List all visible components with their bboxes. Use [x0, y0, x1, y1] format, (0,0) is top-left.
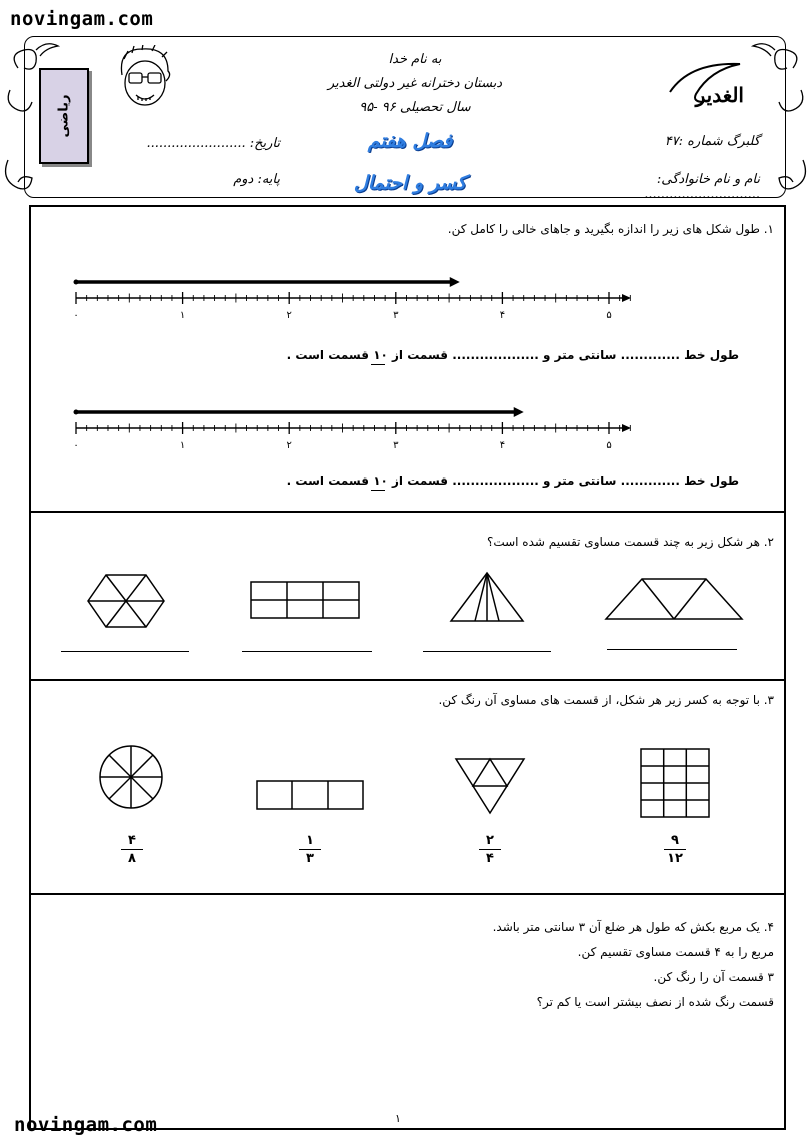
ruler-1 — [66, 272, 641, 327]
fraction-label — [295, 833, 325, 866]
tick-label: ۵ — [606, 310, 612, 321]
trapezoid-shape — [604, 577, 744, 621]
tick-label: ۲ — [286, 310, 292, 321]
fraction-numerator: ۲ — [486, 833, 494, 848]
tick-label: ۰ — [73, 440, 79, 451]
rectangle-3-parts-shape — [255, 779, 367, 811]
triangle-4-parts-shape — [454, 757, 526, 815]
question-4-line-3: ۳ قسمت آن را رنگ کن. — [653, 970, 774, 984]
answer-line — [61, 651, 189, 652]
school-logo-text: الغدیر — [695, 83, 744, 107]
tick-label: ۱ — [179, 440, 186, 451]
question-2-section — [31, 513, 784, 681]
fraction-denominator: ۱۲ — [667, 851, 683, 866]
subject-label: ریاضی — [56, 94, 72, 138]
fraction-denominator: ۳ — [306, 851, 314, 866]
tick-label: ۳ — [393, 310, 399, 321]
fraction-label — [660, 833, 690, 866]
watermark-top: novingam.com — [10, 8, 154, 30]
chapter-title: فصل هفتم — [367, 130, 453, 152]
tick-label: ۵ — [606, 440, 612, 451]
grid-12-parts-shape — [639, 747, 711, 819]
question-4-section — [31, 895, 784, 1132]
circle-8-parts-shape — [98, 744, 164, 810]
grade-field: پایه: دوم — [233, 172, 280, 187]
tick-label: ۱ — [179, 310, 186, 321]
underline-10 — [371, 490, 385, 491]
cartoon-boy-avatar — [112, 45, 178, 117]
school-year: سال تحصیلی ۹۶ -۹۵ — [359, 100, 471, 115]
page-number: ۱ — [395, 1112, 401, 1125]
question-3-section — [31, 681, 784, 895]
question-2-text: ۲. هر شکل زیر به چند قسمت مساوی تقسیم شده است؟ — [486, 535, 774, 549]
fraction-denominator: ۴ — [486, 851, 494, 866]
ruler-2-scale — [73, 422, 631, 451]
worksheet-content — [29, 205, 786, 1130]
fraction-label — [117, 833, 147, 866]
school-logo — [662, 56, 752, 112]
tick-label: ۴ — [499, 310, 506, 321]
subject-label-box — [39, 68, 89, 164]
school-name: دبستان دخترانه غیر دولتی الغدیر — [327, 76, 503, 91]
triangle-fan-shape — [449, 571, 525, 623]
ruler-1-scale — [73, 292, 631, 321]
arrow-head-icon — [622, 424, 631, 432]
fraction-numerator: ۱ — [306, 833, 314, 848]
fraction-numerator: ۹ — [671, 833, 679, 848]
tick-label: ۰ — [73, 310, 79, 321]
fraction-label — [475, 833, 505, 866]
topic-title: کسر و احتمال — [353, 172, 467, 194]
answer-line — [242, 651, 372, 652]
question-4-line-4: قسمت رنگ شده از نصف بیشتر است یا کم تر؟ — [536, 995, 774, 1009]
tick-label: ۳ — [393, 440, 399, 451]
segment-arrow-head-icon — [514, 407, 524, 417]
question-4-line-2: مربع را به ۴ قسمت مساوی تقسیم کن. — [577, 945, 774, 959]
question-3-text: ۳. با توجه به کسر زیر هر شکل، از قسمت های مساوی آن رنگ کن. — [438, 693, 774, 707]
rectangle-grid-shape — [249, 580, 363, 622]
date-field: تاریخ: ........................ — [146, 136, 280, 151]
worksheet-number: گلبرگ شماره :۴۷ — [664, 134, 760, 149]
fill-in-line-2: طول خط ............. سانتی متر و ................... قسمت از ۱۰ قسمت است . — [286, 474, 739, 488]
ruler-2 — [66, 402, 641, 457]
tick-label: ۴ — [499, 440, 506, 451]
student-name-field: نام و نام خانوادگی: ............................ — [644, 172, 760, 202]
answer-line — [423, 651, 551, 652]
fill-in-line-1: طول خط ............. سانتی متر و ................... قسمت از ۱۰ قسمت است . — [286, 348, 739, 362]
question-1-section — [31, 207, 784, 513]
answer-line — [607, 649, 737, 650]
underline-10 — [371, 364, 385, 365]
fraction-numerator: ۴ — [128, 833, 136, 848]
hexagon-shape — [86, 573, 166, 629]
tick-label: ۲ — [286, 440, 292, 451]
arrow-head-icon — [622, 294, 631, 302]
segment-arrow-head-icon — [450, 277, 460, 287]
fraction-denominator: ۸ — [128, 851, 136, 866]
bismillah: به نام خدا — [388, 52, 442, 67]
question-1-text: ۱. طول شکل های زیر را اندازه بگیرید و جاهای خالی را کامل کن. — [447, 222, 774, 236]
question-4-line-1: ۴. یک مربع بکش که طول هر ضلع آن ۳ سانتی متر باشد. — [492, 920, 774, 934]
segment-2-start-dot — [74, 410, 79, 415]
watermark-bottom: novingam.com — [14, 1114, 158, 1136]
segment-1-start-dot — [74, 280, 79, 285]
